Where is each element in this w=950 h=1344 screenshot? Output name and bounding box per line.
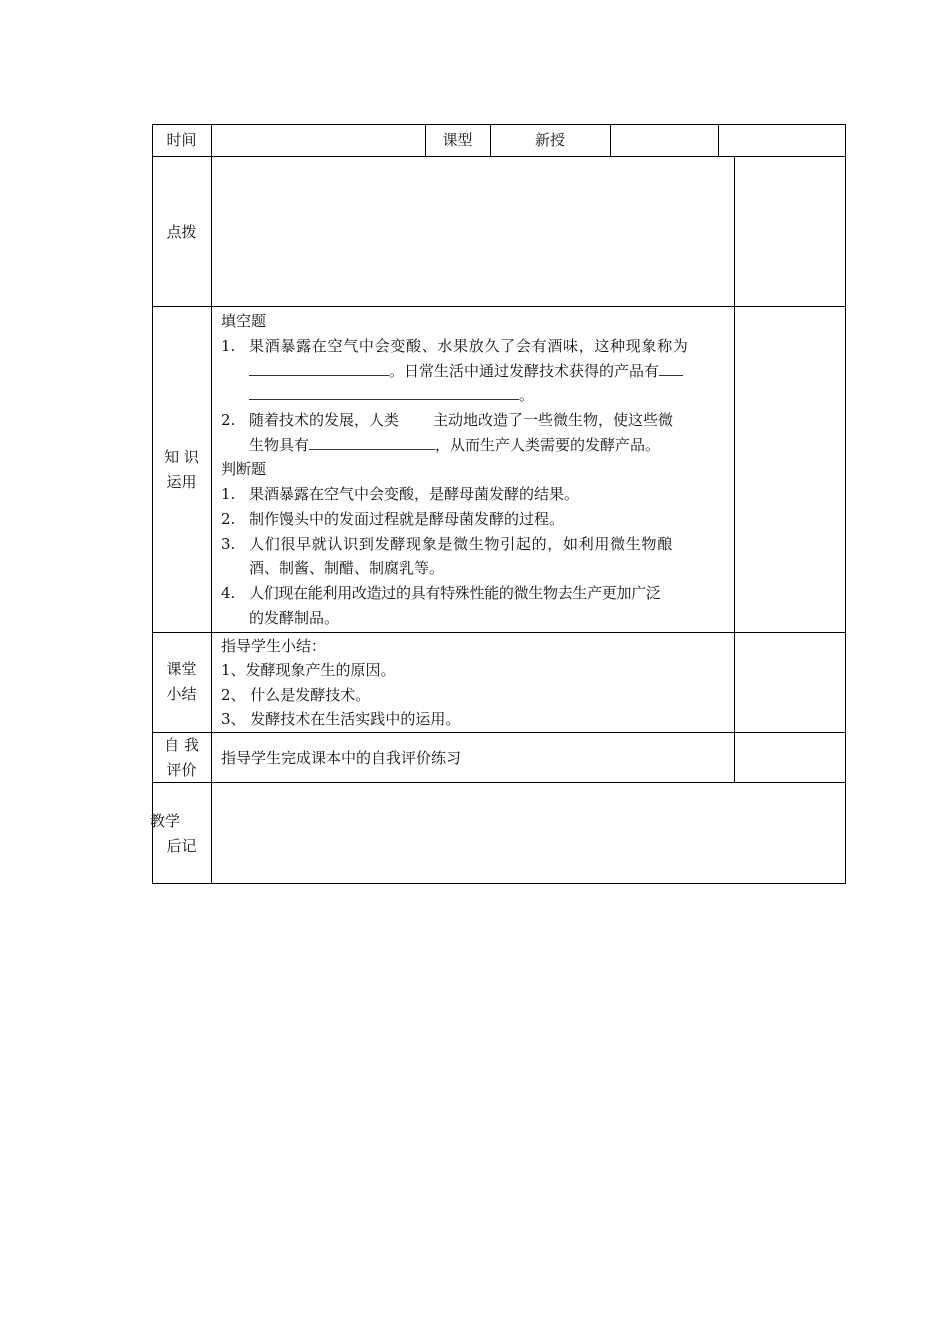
summary-item-1: 1、发酵现象产生的原因。 <box>221 661 396 679</box>
table-col-divider <box>718 124 719 156</box>
fill-2-text-b: 主动地改造了一些微生物，使这些微 <box>433 411 674 429</box>
fill-in-heading: 填空题 <box>221 312 267 330</box>
fill-1-end: 。 <box>519 386 535 404</box>
judge-4-text: 人们现在能利用改造过的具有特殊性能的微生物去生产更加广泛 <box>249 584 661 602</box>
fill-2-continued <box>249 435 660 455</box>
judge-4-number: 4. <box>221 584 236 602</box>
judge-heading: 判断题 <box>221 460 267 478</box>
self-eval-label-line1: 自 我 <box>164 736 199 754</box>
table-row-divider <box>152 782 846 783</box>
table-top-border <box>152 124 846 125</box>
summary-label-line1: 课堂 <box>166 660 197 678</box>
table-row-divider <box>152 632 846 633</box>
table-col-divider <box>610 124 611 156</box>
judge-2-number: 2. <box>221 510 236 528</box>
notes-label-line2: 后记 <box>166 837 197 855</box>
table-row-divider <box>152 306 846 307</box>
judge-1-number: 1. <box>221 485 236 503</box>
fill-1-text: 果酒暴露在空气中会变酸、水果放久了会有酒味，这种现象称为 <box>249 337 689 355</box>
fill-2-text-d: ，从而生产人类需要的发酵产品。 <box>435 436 661 454</box>
fill-1-number: 1. <box>221 337 236 355</box>
judge-4-continued: 的发酵制品。 <box>249 609 340 627</box>
fill-1-blank-a[interactable] <box>249 361 389 376</box>
notes-label-line1: 教学 <box>150 812 181 830</box>
fill-2-text-c: 生物具有 <box>249 436 310 454</box>
lesson-type-value: 新授 <box>534 131 565 149</box>
judge-3-text: 人们很早就认识到发酵现象是微生物引起的，如利用微生物酿 <box>249 535 673 553</box>
fill-1-last-line <box>249 385 534 405</box>
fill-2-text-a: 随着技术的发展，人类 <box>249 411 400 429</box>
fill-2-blank[interactable] <box>309 435 435 450</box>
fill-1-continued <box>249 361 683 381</box>
table-col-divider <box>211 124 212 884</box>
fill-2-number: 2. <box>221 411 236 429</box>
judge-3-number: 3. <box>221 535 236 553</box>
summary-label-line2: 小结 <box>166 685 197 703</box>
self-eval-text: 指导学生完成课本中的自我评价练习 <box>221 749 462 767</box>
summary-item-2: 2、 什么是发酵技术。 <box>221 686 371 704</box>
table-bottom-border <box>152 883 846 884</box>
table-col-divider <box>734 156 735 782</box>
table-row-divider <box>152 156 846 157</box>
fill-1-text-b: 。日常生活中通过发酵技术获得的产品有 <box>389 362 660 380</box>
lesson-type-label: 课型 <box>442 131 473 149</box>
guidance-label: 点拨 <box>166 223 197 241</box>
fill-1-blank-b[interactable] <box>659 361 683 376</box>
fill-2-text <box>249 410 673 430</box>
judge-1-text: 果酒暴露在空气中会变酸，是酵母菌发酵的结果。 <box>249 485 580 503</box>
knowledge-label-line1: 知 识 <box>164 448 199 466</box>
self-eval-label-line2: 评价 <box>166 761 197 779</box>
summary-item-3: 3、 发酵技术在生活实践中的运用。 <box>221 710 461 728</box>
judge-3-continued: 酒、制酱、制醋、制腐乳等。 <box>249 559 445 577</box>
summary-intro: 指导学生小结： <box>221 637 327 655</box>
judge-2-text: 制作馒头中的发面过程就是酵母菌发酵的过程。 <box>249 510 565 528</box>
table-right-border <box>845 124 846 884</box>
table-row-divider <box>152 732 846 733</box>
fill-1-blank-c[interactable] <box>249 385 519 400</box>
time-label: 时间 <box>166 131 197 149</box>
knowledge-label-line2: 运用 <box>166 473 197 491</box>
